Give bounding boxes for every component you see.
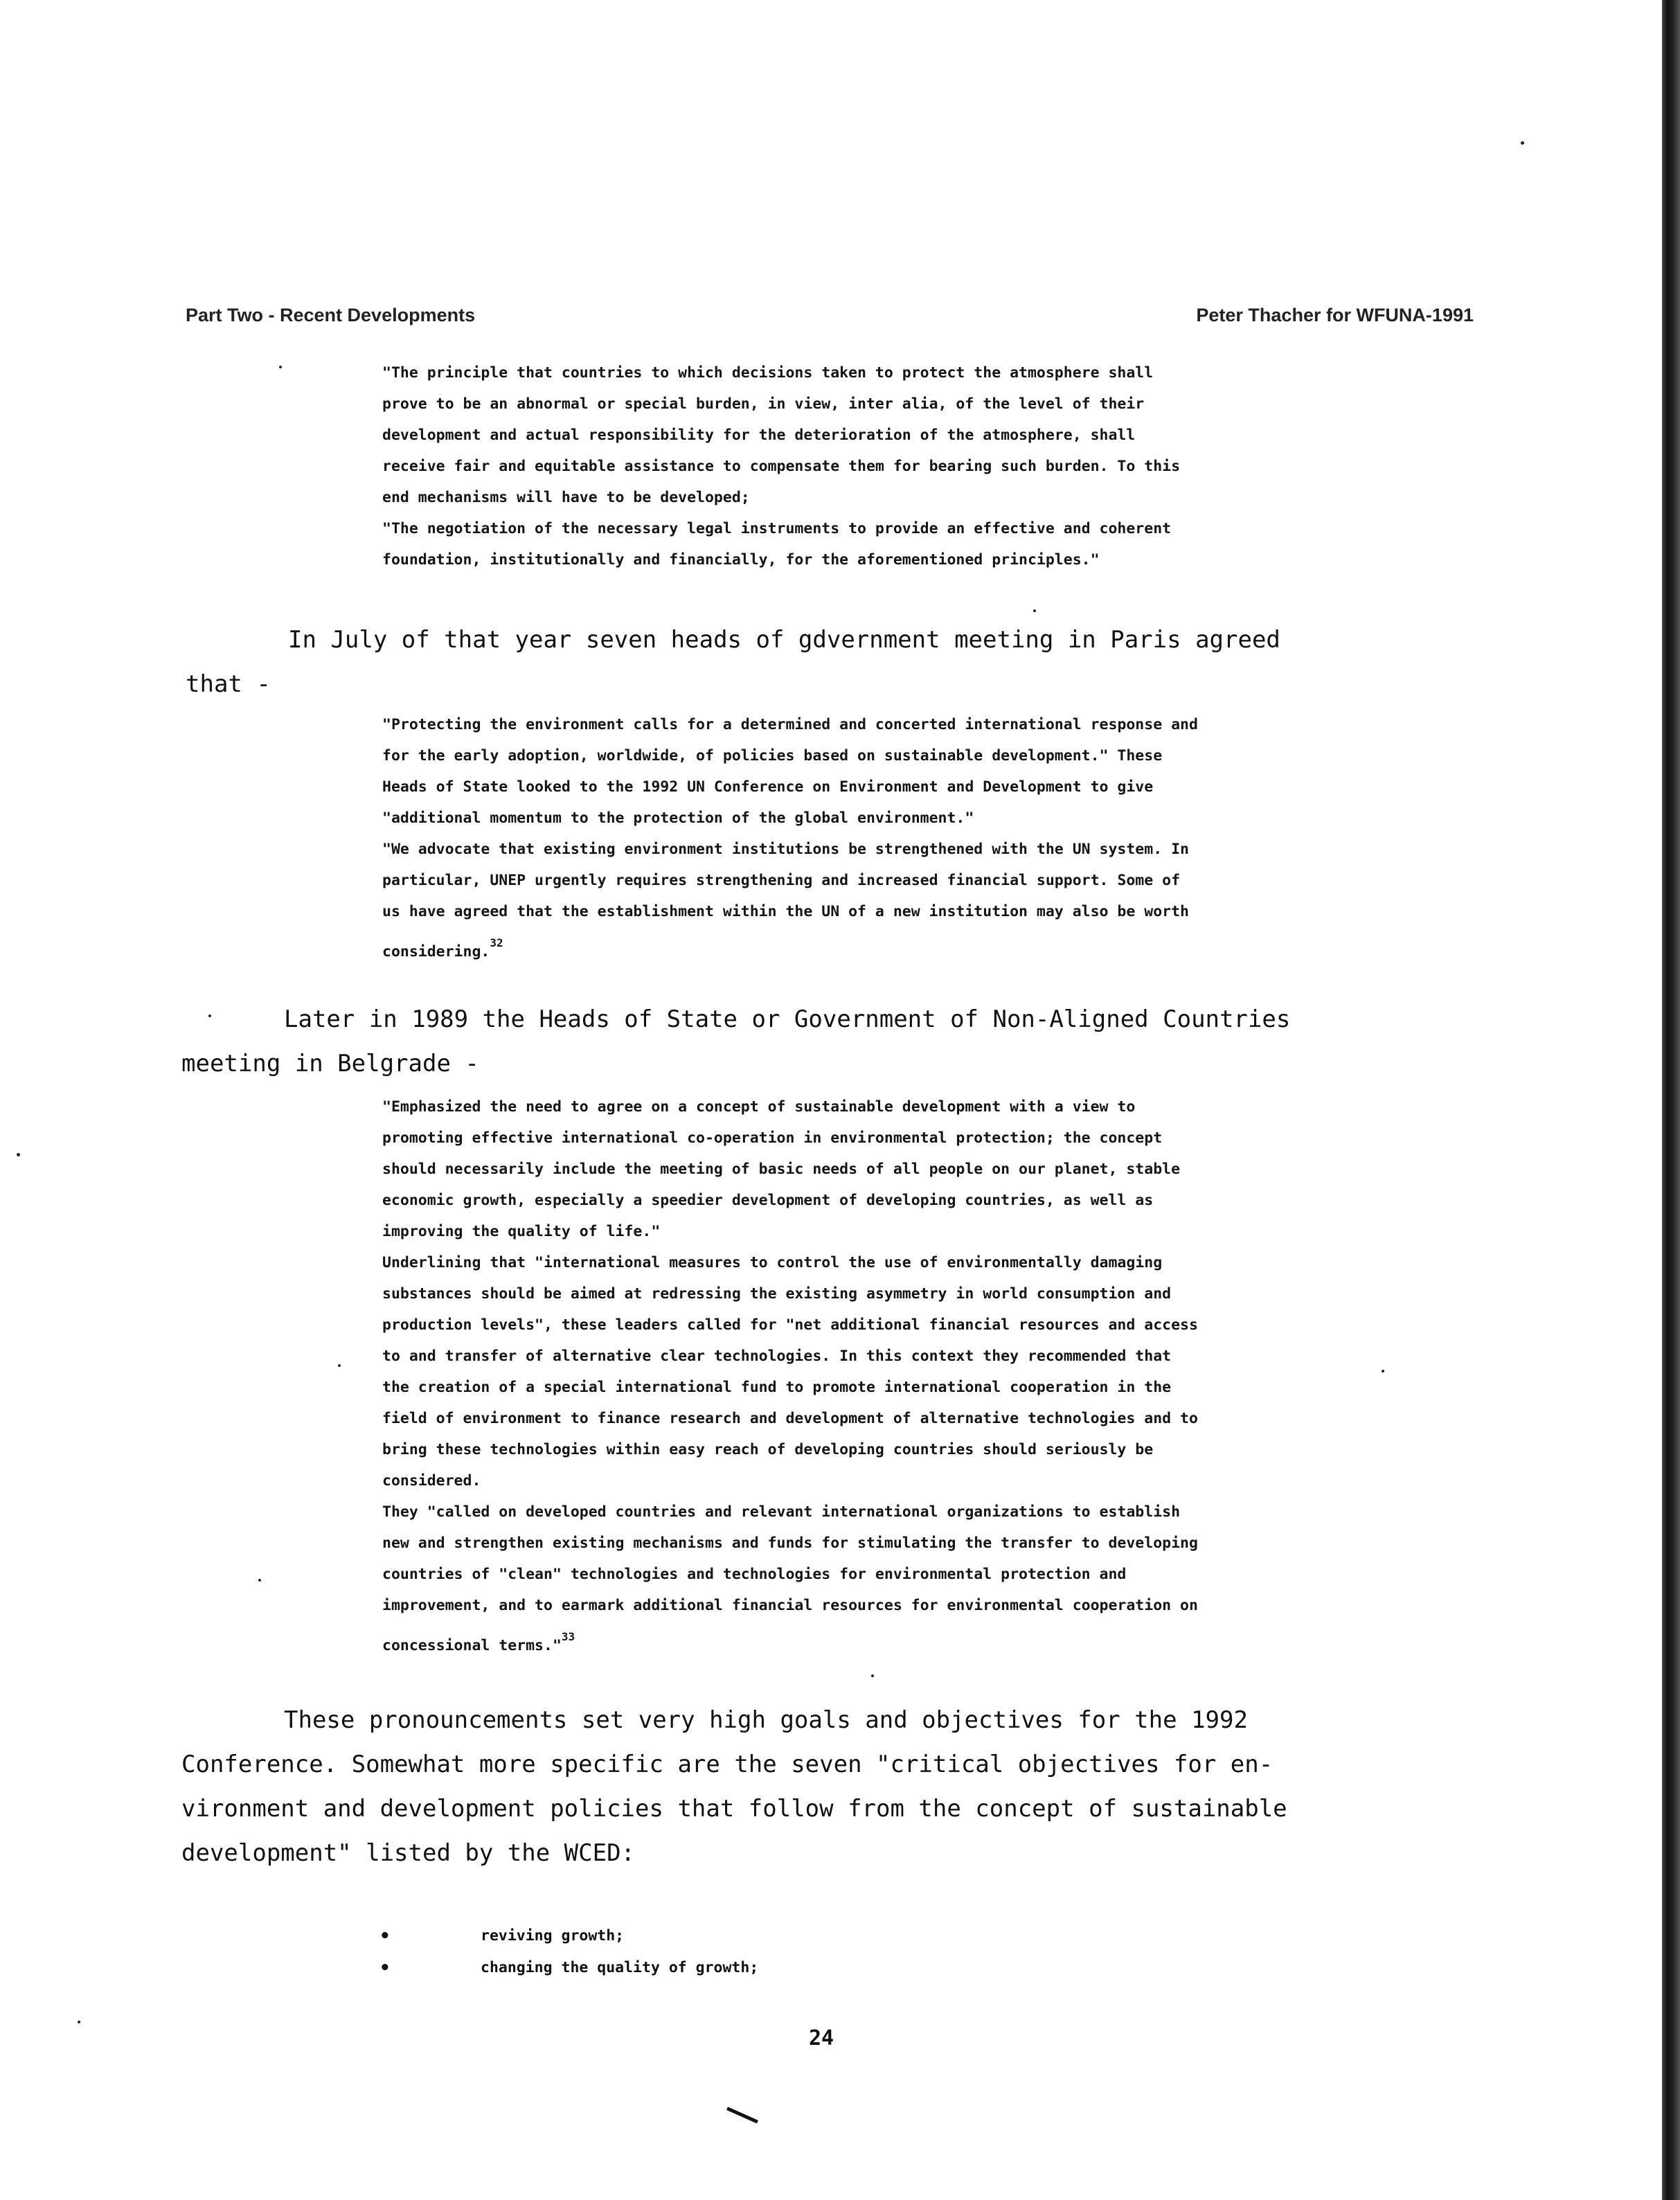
scan-speck: [871, 1674, 874, 1677]
paragraph-line: that -: [186, 670, 271, 698]
scan-speck: [338, 1364, 341, 1367]
paragraph-line: In July of that year seven heads of gdvernment meeting in Paris agreed: [288, 626, 1280, 654]
quote-line: foundation, institutionally and financially, for the aforementioned principles.": [382, 551, 1100, 569]
quote-block-belgrade: [382, 1091, 1198, 1661]
quote-line: [382, 1621, 1198, 1661]
quote-line: "We advocate that existing environment institutions be strengthened with the UN system. In: [382, 841, 1189, 858]
paragraph-belgrade: [181, 997, 1290, 1086]
paragraph-line: development" listed by the WCED:: [181, 1839, 636, 1867]
running-header: [186, 305, 1474, 339]
quote-line: improving the quality of life.": [382, 1223, 661, 1240]
quote-line: "The negotiation of the necessary legal instruments to provide an effective and coherent: [382, 520, 1172, 537]
paragraph-line: Later in 1989 the Heads of State or Government of Non-Aligned Countries: [284, 1005, 1291, 1033]
quote-line: [382, 927, 1198, 967]
quote-line: to and transfer of alternative clear technologies. In this context they recommended that: [382, 1348, 1172, 1365]
quote-line: improvement, and to earmark additional financial resources for environmental cooperation on: [382, 1597, 1198, 1614]
quote-line-text: concessional terms.": [382, 1637, 562, 1654]
scan-mark: [726, 2107, 758, 2123]
paragraph-paris-summit: [186, 618, 1280, 706]
page-number: 24: [809, 2026, 834, 2050]
scan-speck: [17, 1153, 20, 1156]
quote-line: particular, UNEP urgently requires strengthening and increased financial support. Some of: [382, 872, 1181, 889]
bullet-icon: •: [379, 1926, 391, 1947]
quote-line: us have agreed that the establishment within the UN of a new institution may also be worth: [382, 903, 1189, 920]
quote-line: promoting effective international co-operation in environmental protection; the concept: [382, 1129, 1163, 1147]
quote-block-paris: [382, 709, 1198, 967]
quote-line: bring these technologies within easy reach of developing countries should seriously be: [382, 1441, 1154, 1458]
paragraph-line: These pronouncements set very high goals and objectives for the 1992: [284, 1706, 1248, 1734]
footnote-ref: 32: [490, 936, 503, 949]
scan-speck: [1033, 609, 1036, 612]
quote-line: "Emphasized the need to agree on a concept of sustainable development with a view to: [382, 1098, 1136, 1116]
quote-line: for the early adoption, worldwide, of policies based on sustainable development." These: [382, 747, 1163, 764]
quote-line: new and strengthen existing mechanisms and funds for stimulating the transfer to developing: [382, 1535, 1198, 1552]
paragraph-wced-objectives: [181, 1698, 1287, 1875]
list-item-text: reviving growth;: [481, 1927, 625, 1944]
list-item: [379, 1952, 758, 1984]
quote-line: They "called on developed countries and relevant international organizations to establish: [382, 1503, 1181, 1521]
quote-line: the creation of a special international fund to promote international cooperation in the: [382, 1379, 1172, 1396]
paragraph-line: Conference. Somewhat more specific are the seven "critical objectives for en-: [181, 1751, 1274, 1778]
quote-line: receive fair and equitable assistance to compensate them for bearing such burden. To this: [382, 458, 1181, 475]
quote-line: substances should be aimed at redressing the existing asymmetry in world consumption and: [382, 1285, 1172, 1303]
quote-line: development and actual responsibility for the deterioration of the atmosphere, shall: [382, 427, 1136, 444]
header-author: Peter Thacher for WFUNA-1991: [1196, 305, 1474, 325]
quote-line: end mechanisms will have to be developed;: [382, 489, 750, 506]
scan-speck: [258, 1579, 261, 1582]
footnote-ref: 33: [561, 1630, 575, 1643]
header-section-title: Part Two - Recent Developments: [186, 305, 476, 325]
quote-line: countries of "clean" technologies and technologies for environmental protection and: [382, 1566, 1127, 1583]
quote-line: field of environment to finance research and development of alternative technologies and to: [382, 1410, 1198, 1427]
list-item: [379, 1920, 758, 1952]
quote-line: "The principle that countries to which decisions taken to protect the atmosphere shall: [382, 364, 1154, 382]
scan-speck: [1382, 1370, 1384, 1372]
list-item-text: changing the quality of growth;: [481, 1959, 759, 1976]
scan-speck: [279, 366, 282, 368]
paragraph-line: meeting in Belgrade -: [181, 1050, 479, 1077]
quote-line: should necessarily include the meeting of basic needs of all people on our planet, stable: [382, 1161, 1181, 1178]
scan-speck: [78, 2021, 80, 2023]
quote-line: considered.: [382, 1472, 481, 1490]
quote-line: production levels", these leaders called for "net additional financial resources and access: [382, 1316, 1198, 1334]
scan-speck: [208, 1014, 211, 1017]
quote-line: Heads of State looked to the 1992 UN Conference on Environment and Development to give: [382, 778, 1154, 796]
scan-speck: [1521, 141, 1524, 145]
quote-block-principles: [382, 357, 1180, 575]
quote-line: "additional momentum to the protection of the global environment.": [382, 810, 974, 827]
quote-line-text: considering.: [382, 943, 490, 960]
quote-line: prove to be an abnormal or special burden, in view, inter alia, of the level of their: [382, 395, 1145, 413]
quote-line: economic growth, especially a speedier development of developing countries, as well as: [382, 1192, 1154, 1209]
scan-edge-shadow: [1662, 0, 1680, 2200]
objectives-list: [379, 1920, 758, 1984]
quote-line: Underlining that "international measures to control the use of environmentally damaging: [382, 1254, 1163, 1271]
quote-line: "Protecting the environment calls for a determined and concerted international response and: [382, 716, 1198, 733]
bullet-icon: •: [379, 1958, 391, 1978]
paragraph-line: vironment and development policies that follow from the concept of sustainable: [181, 1795, 1287, 1823]
